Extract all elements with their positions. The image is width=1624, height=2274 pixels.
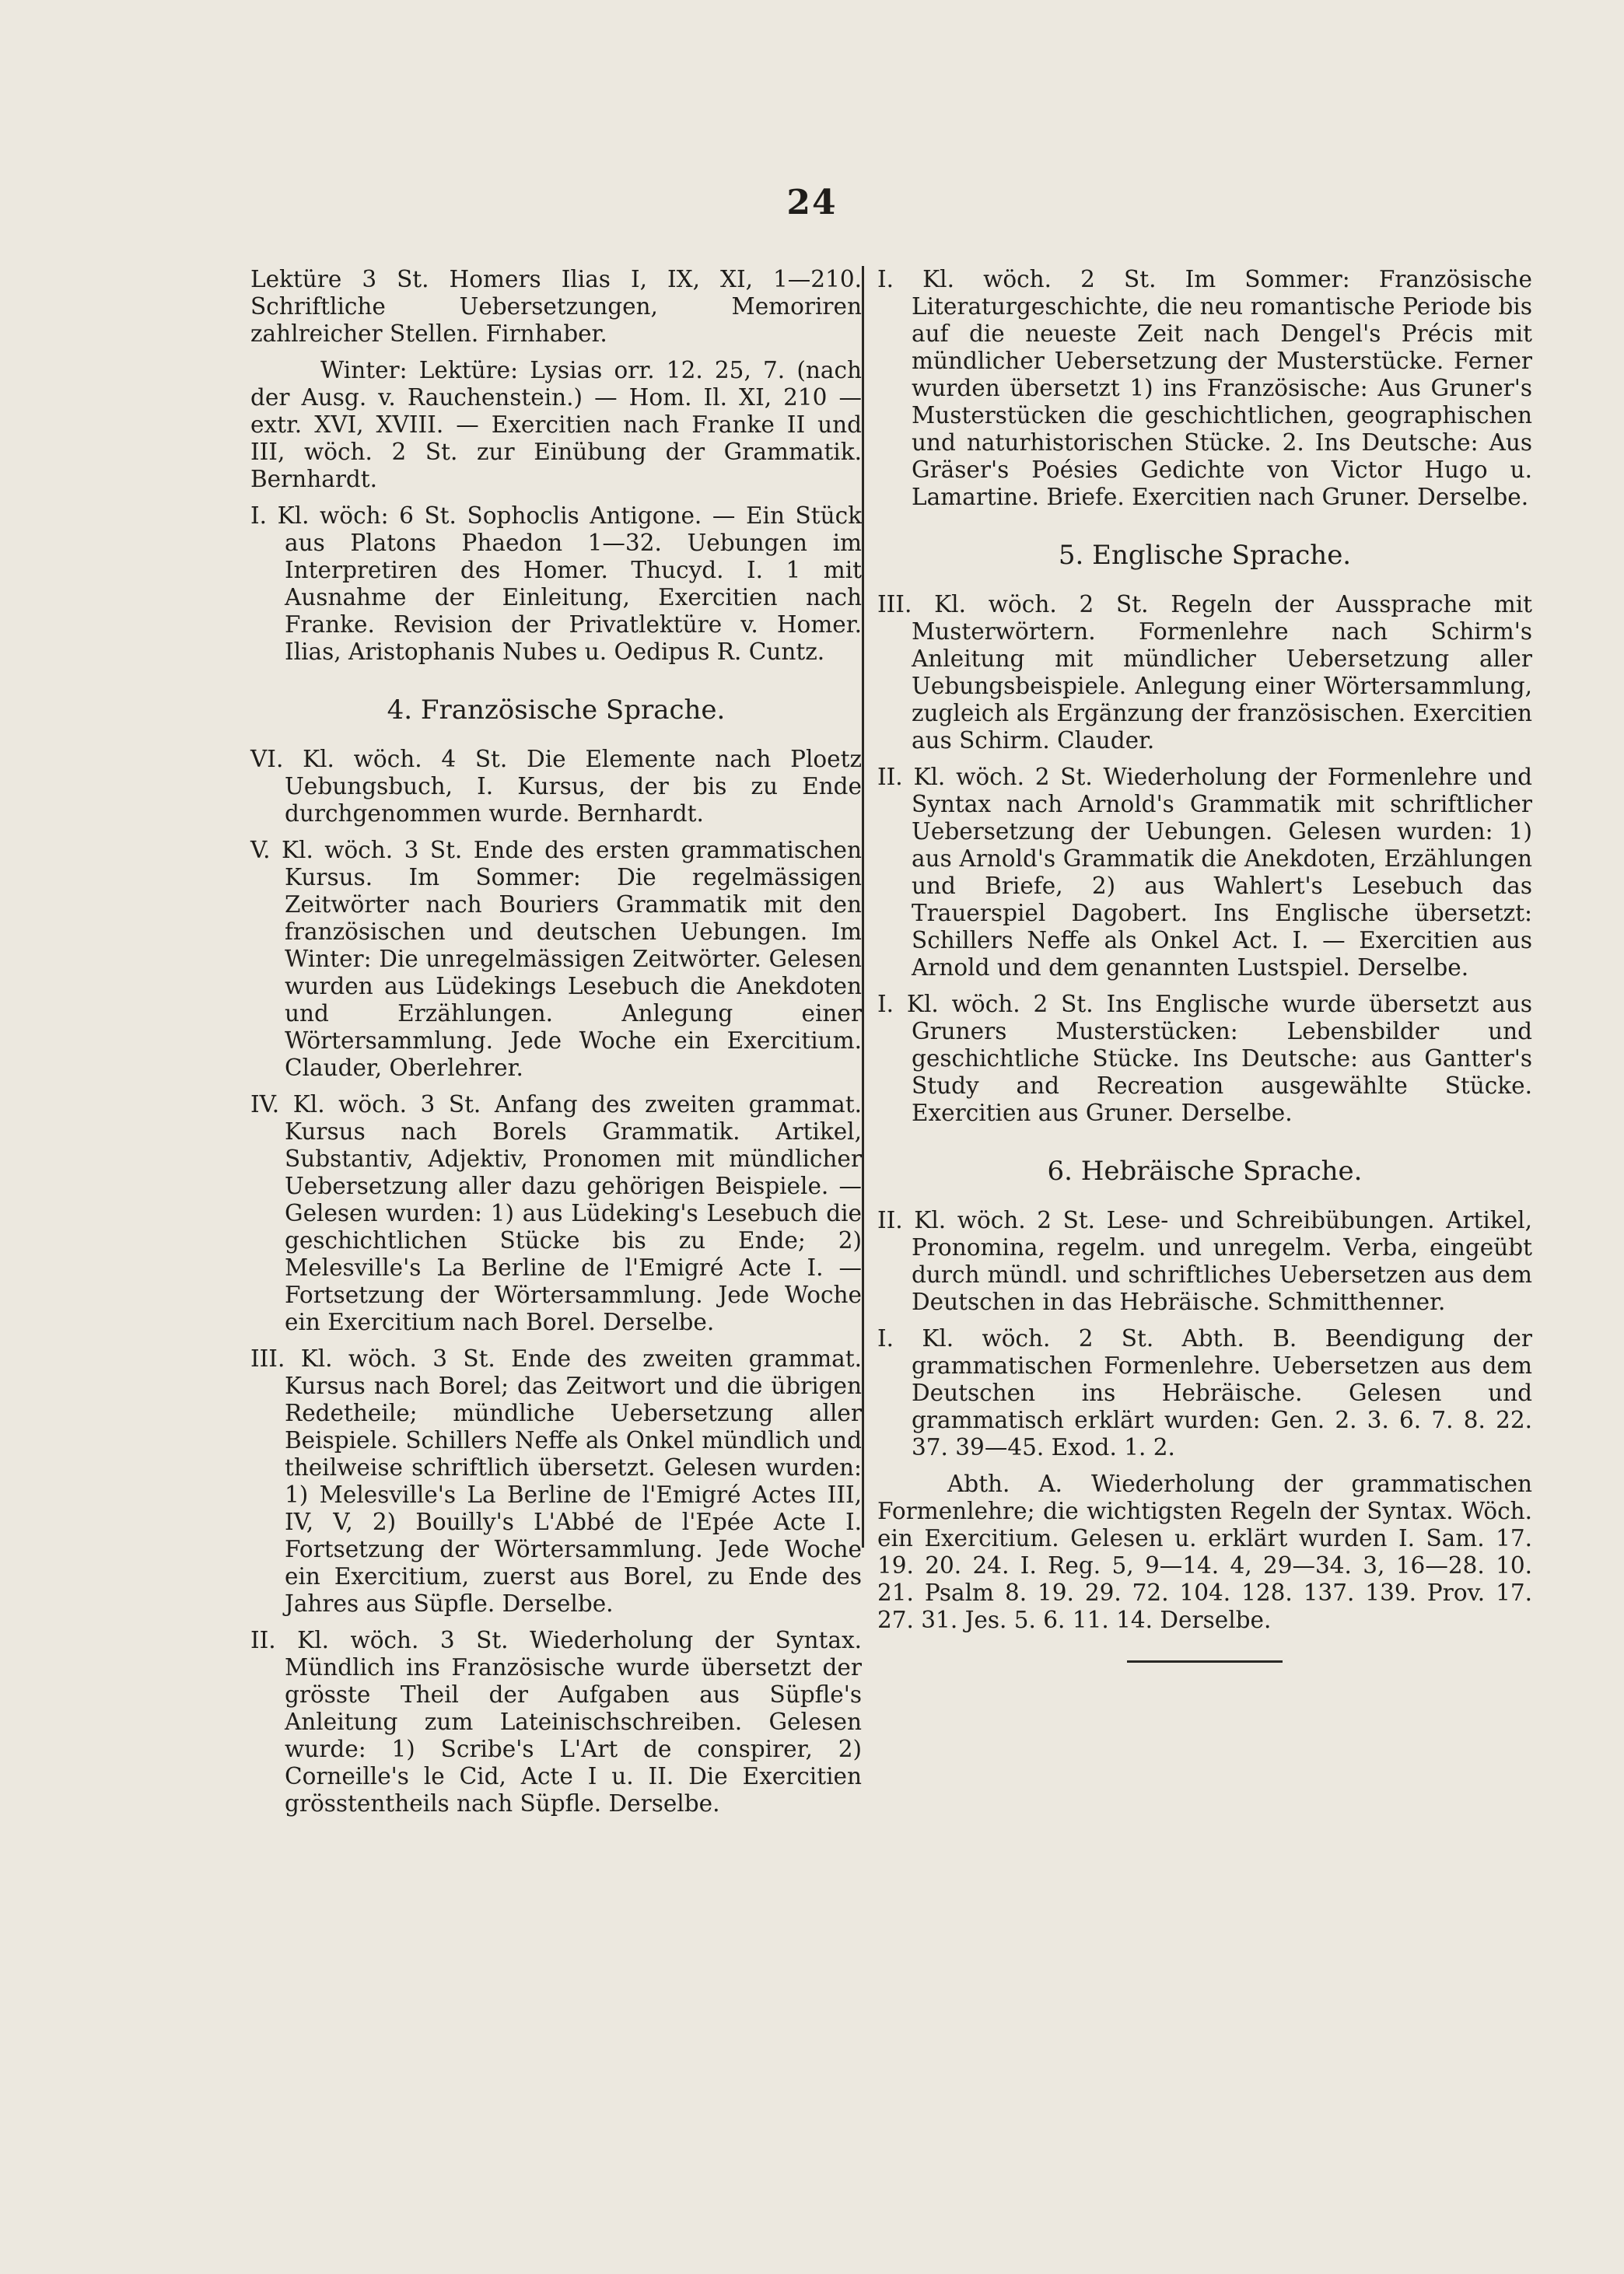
section-heading: 5. Englische Sprache. [1058, 540, 1352, 571]
section-heading: 4. Französische Sprache. [387, 694, 726, 726]
closing-rule [1127, 1660, 1283, 1663]
paragraph: Abth. A. Wiederholung der grammatischen Formenlehre; die wichtigsten Regeln der Syntax. Wöch. ein Exercitium. Gelesen u. erklärt wurden I. Sam. 17. 19. 20. 24. I. Reg. 5, 9—14. 4, 29—34. 3, 16—28. 10. 21. Psalm 8. 19. 29. 72. 104. 128. 137. 139. Prov. 17. 27. 31. Jes. 5. 6. 11. 14. Derselbe. [877, 1471, 1532, 1633]
paragraph: II. Kl. wöch. 2 St. Wiederholung der Formenlehre und Syntax nach Arnold's Grammatik mit schriftlicher Uebersetzung der Uebungen. Gelesen wurden: 1) aus Arnold's Grammatik die Anekdoten, Erzählungen und Briefe, 2) aus Wahlert's Lesebuch das Trauerspiel Dagobert. Ins Englische übersetzt: Schillers Neffe als Onkel Act. I. — Exercitien aus Arnold und dem genannten Lustspiel. Derselbe. [877, 764, 1532, 981]
column-divider [862, 266, 864, 1548]
left-column [250, 266, 862, 1827]
paragraph: II. Kl. wöch. 3 St. Wiederholung der Syntax. Mündlich ins Französische wurde übersetzt der grösste Theil der Aufgaben aus Süpfle's Anleitung zum Lateinischschreiben. Gelesen wurde: 1) Scribe's L'Art de conspirer, 2) Corneille's le Cid, Acte I u. II. Die Exercitien grösstentheils nach Süpfle. Derselbe. [250, 1627, 862, 1817]
paragraph: IV. Kl. wöch. 3 St. Anfang des zweiten grammat. Kursus nach Borels Grammatik. Artikel, Substantiv, Adjektiv, Pronomen mit mündlicher Uebersetzung aller dazu gehörigen Beispiele. — Gelesen wurden: 1) aus Lüdeking's Lesebuch die geschichtlichen Stücke bis zu Ende; 2) Melesville's La Berline de l'Emigré Acte I. — Fortsetzung der Wörtersammlung. Jede Woche ein Exercitium nach Borel. Derselbe. [250, 1091, 862, 1335]
paragraph: Winter: Lektüre: Lysias orr. 12. 25, 7. (nach der Ausg. v. Rauchenstein.) — Hom. Il. XI, 210 — extr. XVI, XVIII. — Exercitien nach Franke II und III, wöch. 2 St. zur Einübung der Grammatik. Bernhardt. [250, 357, 862, 492]
paragraph: VI. Kl. wöch. 4 St. Die Elemente nach Ploetz Uebungsbuch, I. Kursus, der bis zu Ende durchgenommen wurde. Bernhardt. [250, 746, 862, 827]
paragraph: I. Kl. wöch. 2 St. Abth. B. Beendigung der grammatischen Formenlehre. Uebersetzen aus dem Deutschen ins Hebräische. Gelesen und grammatisch erklärt wurden: Gen. 2. 3. 6. 7. 8. 22. 37. 39—45. Exod. 1. 2. [877, 1325, 1532, 1461]
paragraph: Lektüre 3 St. Homers Ilias I, IX, XI, 1—210. Schriftliche Uebersetzungen, Memoriren zahlreicher Stellen. Firnhaber. [250, 266, 862, 347]
paragraph: III. Kl. wöch. 2 St. Regeln der Aussprache mit Musterwörtern. Formenlehre nach Schirm's Anleitung mit mündlicher Uebersetzung aller Uebungsbeispiele. Anlegung einer Wörtersammlung, zugleich als Ergänzung der französischen. Exercitien aus Schirm. Clauder. [877, 591, 1532, 754]
paragraph: I. Kl. wöch. 2 St. Im Sommer: Französische Literaturgeschichte, die neu romantische Periode bis auf die neueste Zeit nach Dengel's Précis mit mündlicher Uebersetzung der Musterstücke. Ferner wurden übersetzt 1) ins Französische: Aus Gruner's Musterstücken die geschichtlichen, geographischen und naturhistorischen Stücke. 2. Ins Deutsche: Aus Gräser's Poésies Gedichte von Victor Hugo u. Lamartine. Briefe. Exercitien nach Gruner. Derselbe. [877, 266, 1532, 510]
page-number: 24 [786, 183, 838, 222]
paragraph: V. Kl. wöch. 3 St. Ende des ersten grammatischen Kursus. Im Sommer: Die regelmässigen Zeitwörter nach Bouriers Grammatik mit den französischen und deutschen Uebungen. Im Winter: Die unregelmässigen Zeitwörter. Gelesen wurden aus Lüdekings Lesebuch die Anekdoten und Erzählungen. Anlegung einer Wörtersammlung. Jede Woche ein Exercitium. Clauder, Oberlehrer. [250, 837, 862, 1081]
section-heading: 6. Hebräische Sprache. [1047, 1156, 1363, 1187]
paragraph: III. Kl. wöch. 3 St. Ende des zweiten grammat. Kursus nach Borel; das Zeitwort und die übrigen Redetheile; mündliche Uebersetzung aller Beispiele. Schillers Neffe als Onkel mündlich und theilweise schriftlich übersetzt. Gelesen wurden: 1) Melesville's La Berline de l'Emigré Actes III, IV, V, 2) Bouilly's L'Abbé de l'Epée Acte I. Fortsetzung der Wörtersammlung. Jede Woche ein Exercitium, zuerst aus Borel, zu Ende des Jahres aus Süpfle. Derselbe. [250, 1345, 862, 1617]
right-column [877, 266, 1532, 1663]
paragraph: I. Kl. wöch. 2 St. Ins Englische wurde übersetzt aus Gruners Musterstücken: Lebensbilder und geschichtliche Stücke. Ins Deutsche: aus Gantter's Study and Recreation ausgewählte Stücke. Exercitien aus Gruner. Derselbe. [877, 991, 1532, 1126]
paragraph: II. Kl. wöch. 2 St. Lese- und Schreibübungen. Artikel, Pronomina, regelm. und unregelm. Verba, eingeübt durch mündl. und schriftliches Uebersetzen aus dem Deutschen in das Hebräische. Schmitthenner. [877, 1207, 1532, 1315]
paragraph: I. Kl. wöch: 6 St. Sophoclis Antigone. — Ein Stück aus Platons Phaedon 1—32. Uebungen im Interpretiren des Homer. Thucyd. I. 1 mit Ausnahme der Einleitung, Exercitien nach Franke. Revision der Privatlektüre v. Homer. Ilias, Aristophanis Nubes u. Oedipus R. Cuntz. [250, 502, 862, 665]
